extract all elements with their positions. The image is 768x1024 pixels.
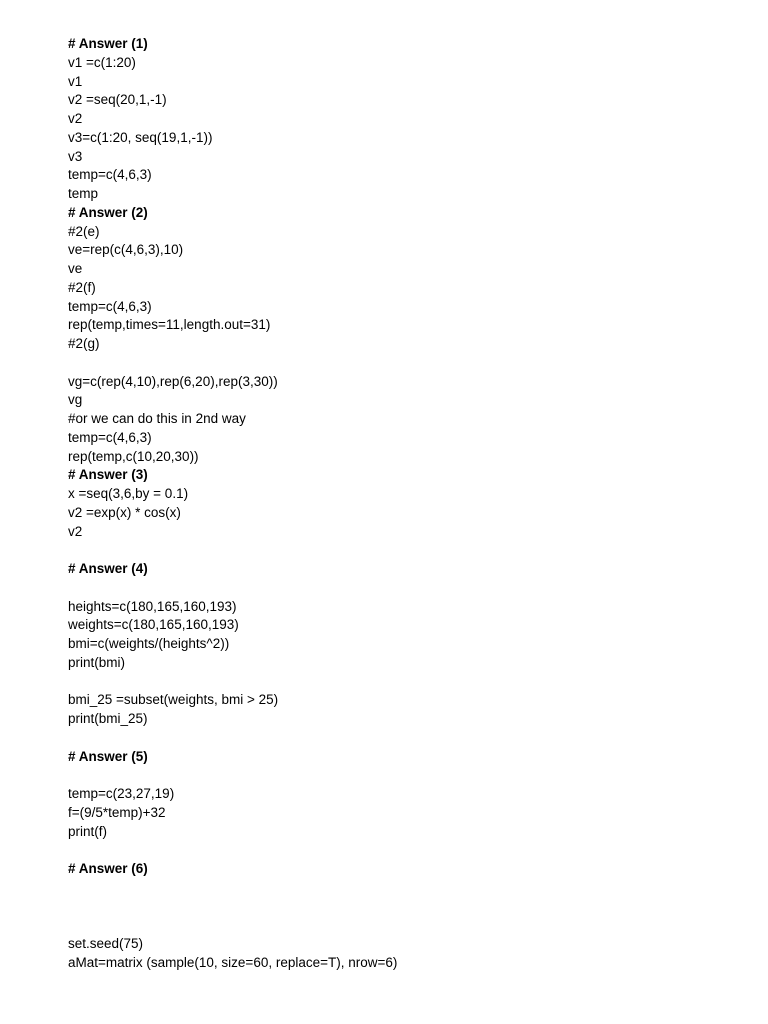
code-line: x =seq(3,6,by = 0.1) (68, 486, 189, 501)
blank-line (68, 879, 748, 898)
section-heading: # Answer (3) (68, 467, 148, 483)
code-line: vg (68, 392, 83, 408)
code-line: v3=c(1:20, seq(19,1,-1)) (68, 129, 213, 145)
code-line: #2(e) (68, 223, 100, 239)
code-line: vg=c(rep(4,10),rep(6,20),rep(3,30)) (68, 373, 278, 389)
code-line: v2 =exp(x) * cos(x) (68, 504, 181, 520)
code-line: v3 (68, 148, 83, 164)
section-heading: # Answer (2) (68, 204, 148, 220)
code-line: v2 (68, 111, 83, 126)
code-line: f=(9/5*temp)+32 (68, 804, 166, 820)
code-line: bmi=c(weights/(heights^2)) (68, 636, 230, 651)
code-line: rep(temp,c(10,20,30)) (68, 448, 199, 464)
blank-line (68, 766, 748, 785)
blank-line (68, 673, 748, 692)
code-line: bmi_25 =subset(weights, bmi > 25) (68, 692, 279, 708)
code-line: temp (68, 186, 99, 201)
code-line: print(bmi) (68, 654, 126, 670)
section-heading: # Answer (4) (68, 561, 148, 576)
code-line: temp=c(23,27,19) (68, 786, 175, 801)
section-heading: # Answer (6) (68, 861, 148, 876)
code-line: #2(g) (68, 336, 100, 351)
code-line: v2 (68, 523, 83, 539)
code-line: temp=c(4,6,3) (68, 429, 152, 445)
blank-line (68, 898, 748, 917)
blank-line (68, 541, 748, 560)
code-line: weights=c(180,165,160,193) (68, 617, 239, 633)
code-line: ve=rep(c(4,6,3),10) (68, 242, 184, 258)
code-line: #or we can do this in 2nd way (68, 411, 246, 426)
code-line: v1 =c(1:20) (68, 54, 136, 70)
blank-line (68, 579, 748, 598)
section-heading: # Answer (5) (68, 748, 148, 764)
code-line: v1 (68, 73, 83, 89)
code-line: print(f) (68, 823, 108, 839)
code-line: heights=c(180,165,160,193) (68, 598, 237, 614)
code-line: rep(temp,times=11,length.out=31) (68, 317, 271, 333)
code-line: v2 =seq(20,1,-1) (68, 92, 167, 108)
document-page (68, 35, 748, 973)
blank-line (68, 841, 748, 860)
code-line: aMat=matrix (sample(10, size=60, replace=T), nrow=6) (68, 954, 398, 970)
blank-line (68, 729, 748, 748)
blank-line (68, 354, 748, 373)
code-line: #2(f) (68, 279, 96, 295)
code-line: set.seed(75) (68, 936, 144, 951)
section-heading: # Answer (1) (68, 36, 148, 51)
code-line: temp=c(4,6,3) (68, 298, 152, 314)
code-line: ve (68, 261, 83, 276)
code-line: print(bmi_25) (68, 711, 148, 726)
blank-line (68, 916, 748, 935)
code-line: temp=c(4,6,3) (68, 167, 152, 183)
